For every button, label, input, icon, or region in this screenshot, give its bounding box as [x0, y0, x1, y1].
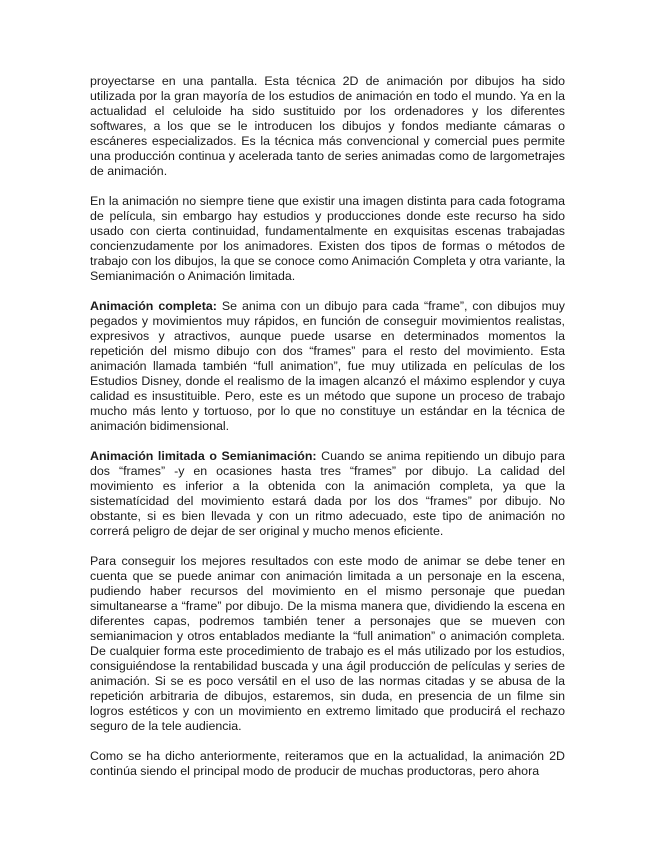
paragraph-text: Se anima con un dibujo para cada “frame”, con dibujos muy pegados y movimientos muy rápidos, en función de conseguir movimientos realistas, expresivos y atractivos, aunque puede usarse en determinados momentos la repetición del mismo dibujo con dos “frames” para el resto del movimiento. Esta animación llamada también “full animation”, fue muy utilizada en películas de los Estudios Disney, donde el realismo de la imagen alcanzó el máximo esplendor y cuya calidad es insustituible. Pero, este es un método que supone un proceso de trabajo mucho más lento y tortuoso, por lo que no constituye un estándar en la técnica de animación bidimensional. [90, 299, 565, 433]
paragraph-text: Para conseguir los mejores resultados con este modo de animar se debe tener en cuenta que se puede animar con animación limitada a un personaje en la escena, pudiendo haber recursos del movimiento en el mismo personaje que puedan simultanearse a “frame” por dibujo. De la misma manera que, dividiendo la escena en diferentes capas, podremos también tener a personajes que se mueven con semianimacion y otros entablados mediante la “full animation” o animación completa. De cualquier forma este procedimiento de trabajo es el más utilizado por los estudios, consiguiéndose la rentabilidad buscada y una ágil producción de películas y series de animación. Si se es poco versátil en el uso de las normas citadas y se abusa de la repetición arbitraria de dibujos, estaremos, sin duda, en presencia de un filme sin logros estéticos y con un movimiento en extremo limitado que producirá el rechazo seguro de la tele audiencia. [90, 554, 565, 733]
document-page [90, 74, 565, 794]
paragraph-text: En la animación no siempre tiene que existir una imagen distinta para cada fotograma de película, sin embargo hay estudios y producciones donde este recurso ha sido usado con cierta continuidad, fundamentalmente en exquisitas escenas trabajadas concienzudamente por los animadores. Existen dos tipos de formas o métodos de trabajo con los dibujos, la que se conoce como Animación Completa y otra variante, la Semianimación o Animación limitada. [90, 194, 565, 283]
paragraph-heading: Animación limitada o Semianimación: [90, 449, 317, 463]
paragraph-heading: Animación completa: [90, 299, 217, 313]
paragraph-text: Como se ha dicho anteriormente, reiteramos que en la actualidad, la animación 2D continúa siendo el principal modo de producir de muchas productoras, pero ahora [90, 749, 565, 778]
paragraph-full-animation [90, 299, 565, 434]
paragraph-text: proyectarse en una pantalla. Esta técnica 2D de animación por dibujos ha sido utilizada por la gran mayoría de los estudios de animación en todo el mundo. Ya en la actualidad el celuloide ha sido sustituido por los ordenadores y los diferentes softwares, a los que se le introducen los dibujos y fondos mediante cámaras o escáneres especializados. Es la técnica más convencional y comercial pues permite una producción continua y acelerada tanto de series animadas como de largometrajes de animación. [90, 74, 565, 178]
paragraph-conclusion [90, 749, 565, 779]
paragraph-frame-usage [90, 194, 565, 284]
paragraph-text: Cuando se anima repitiendo un dibujo para dos “frames” -y en ocasiones hasta tres “frames” por dibujo. La calidad del movimiento es inferior a la obtenida con la animación completa, ya que la sistematícidad del movimiento estará dada por los dos “frames” por dibujo. No obstante, si es bien llevada y con un ritmo adecuado, este tipo de animación no correrá peligro de dejar de ser original y mucho menos eficiente. [90, 449, 565, 538]
paragraph-intro-technique [90, 74, 565, 179]
paragraph-best-results [90, 554, 565, 734]
paragraph-limited-animation [90, 449, 565, 539]
